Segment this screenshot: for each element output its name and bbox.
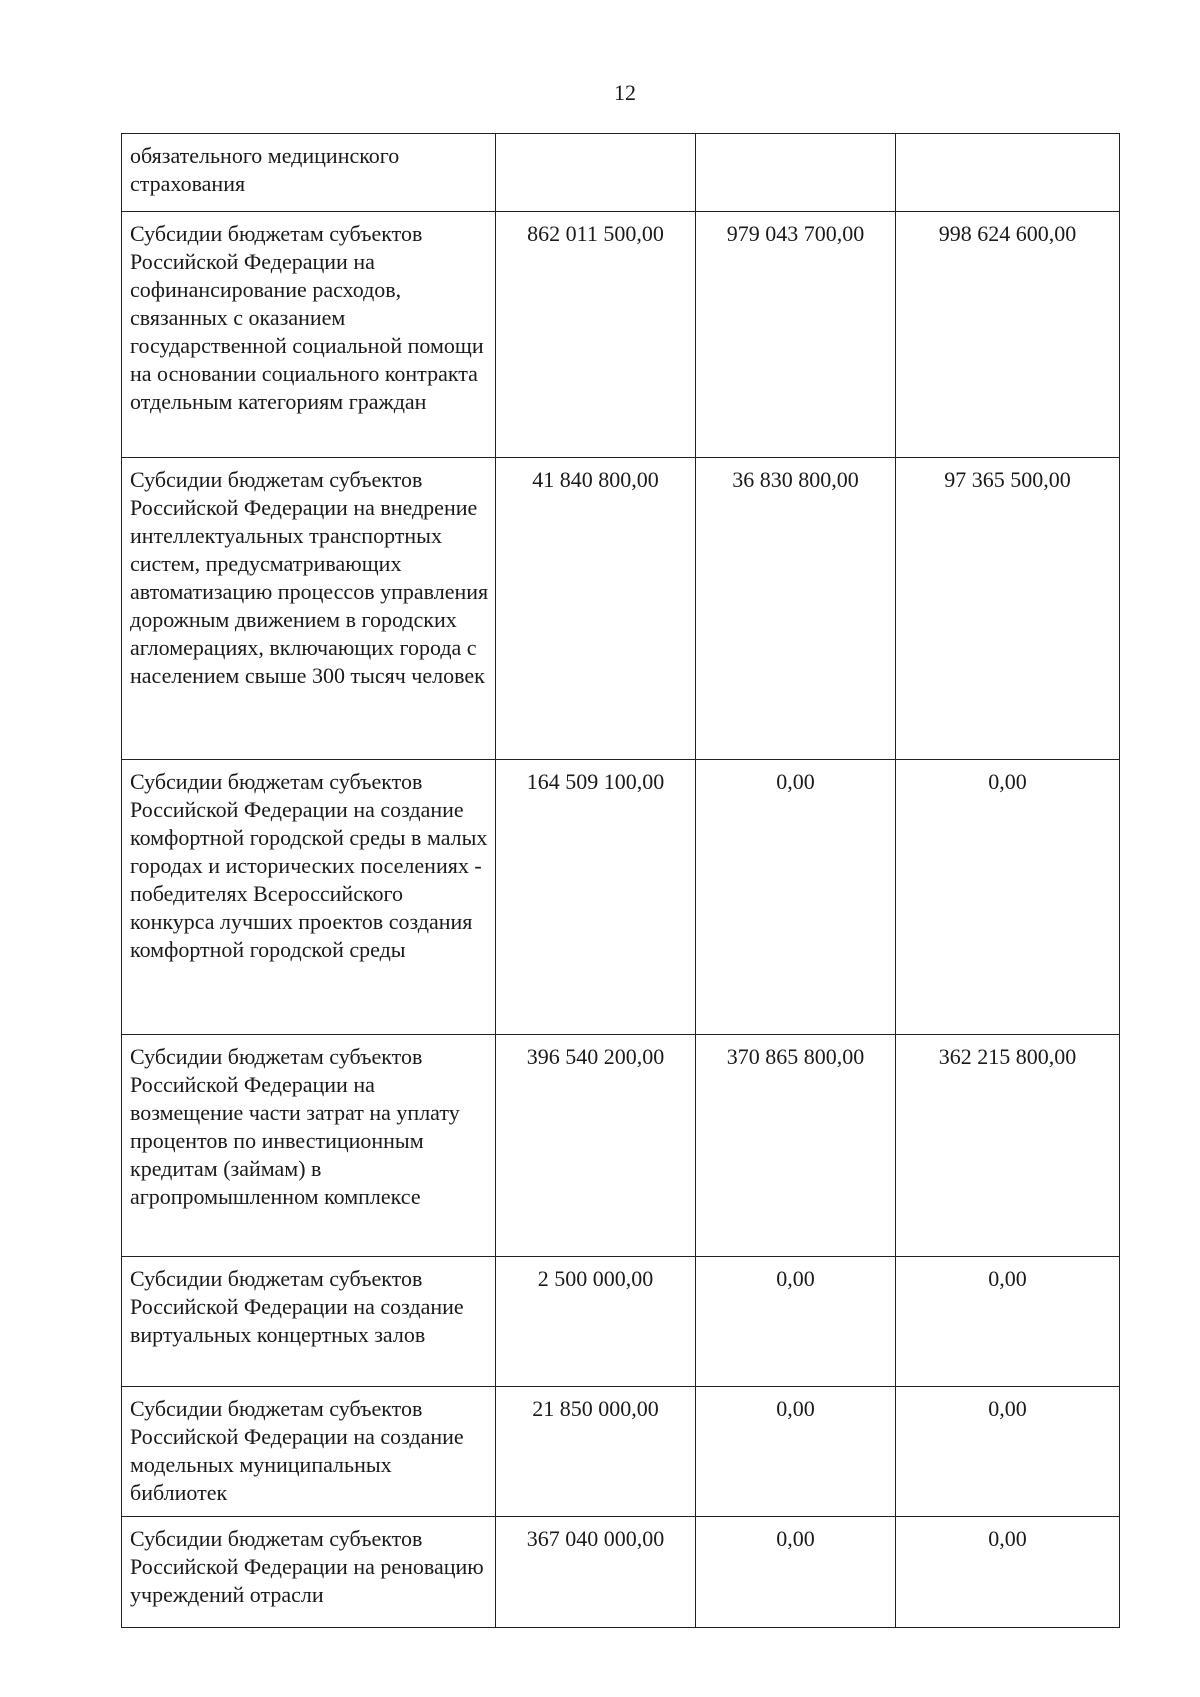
value-year-3: 97 365 500,00 bbox=[896, 458, 1120, 760]
value-year-1: 862 011 500,00 bbox=[496, 212, 696, 458]
value-year-1: 164 509 100,00 bbox=[496, 760, 696, 1035]
value-year-2: 979 043 700,00 bbox=[696, 212, 896, 458]
table-row bbox=[122, 458, 1120, 760]
table-row bbox=[122, 212, 1120, 458]
value-year-2: 370 865 800,00 bbox=[696, 1035, 896, 1257]
row-description: Субсидии бюджетам субъектов Российской Федерации на реновацию учреждений отрасли bbox=[122, 1517, 496, 1628]
value-year-1: 2 500 000,00 bbox=[496, 1257, 696, 1387]
value-year-3: 998 624 600,00 bbox=[896, 212, 1120, 458]
value-year-1: 396 540 200,00 bbox=[496, 1035, 696, 1257]
table-row bbox=[122, 1387, 1120, 1517]
value-year-3: 0,00 bbox=[896, 1517, 1120, 1628]
table-row bbox=[122, 1035, 1120, 1257]
table-row bbox=[122, 760, 1120, 1035]
value-year-2: 0,00 bbox=[696, 760, 896, 1035]
value-year-3: 0,00 bbox=[896, 1387, 1120, 1517]
value-year-1 bbox=[496, 134, 696, 212]
value-year-2: 0,00 bbox=[696, 1257, 896, 1387]
table-row bbox=[122, 1517, 1120, 1628]
value-year-2 bbox=[696, 134, 896, 212]
value-year-2: 36 830 800,00 bbox=[696, 458, 896, 760]
value-year-3: 362 215 800,00 bbox=[896, 1035, 1120, 1257]
value-year-1: 21 850 000,00 bbox=[496, 1387, 696, 1517]
table-row bbox=[122, 1257, 1120, 1387]
row-description: Субсидии бюджетам субъектов Российской Федерации на внедрение интеллектуальных транспортных систем, предусматривающих автоматизацию процессов управления дорожным движением в городских агломерациях, включающих города с населением свыше 300 тысяч человек bbox=[122, 458, 496, 760]
value-year-3: 0,00 bbox=[896, 1257, 1120, 1387]
row-description: Субсидии бюджетам субъектов Российской Федерации на софинансирование расходов, связанных с оказанием государственной социальной помощи на основании социального контракта отдельным категориям граждан bbox=[122, 212, 496, 458]
row-description: обязательного медицинского страхования bbox=[122, 134, 496, 212]
value-year-2: 0,00 bbox=[696, 1387, 896, 1517]
table-row bbox=[122, 134, 1120, 212]
row-description: Субсидии бюджетам субъектов Российской Федерации на создание модельных муниципальных библиотек bbox=[122, 1387, 496, 1517]
value-year-3: 0,00 bbox=[896, 760, 1120, 1035]
page-number: 12 bbox=[614, 80, 636, 105]
budget-table bbox=[121, 133, 1120, 1628]
row-description: Субсидии бюджетам субъектов Российской Федерации на создание комфортной городской среды в малых городах и исторических поселениях - победителях Всероссийского конкурса лучших проектов создания комфортной городской среды bbox=[122, 760, 496, 1035]
value-year-3 bbox=[896, 134, 1120, 212]
value-year-2: 0,00 bbox=[696, 1517, 896, 1628]
value-year-1: 41 840 800,00 bbox=[496, 458, 696, 760]
row-description: Субсидии бюджетам субъектов Российской Федерации на возмещение части затрат на уплату процентов по инвестиционным кредитам (займам) в агропромышленном комплексе bbox=[122, 1035, 496, 1257]
row-description: Субсидии бюджетам субъектов Российской Федерации на создание виртуальных концертных залов bbox=[122, 1257, 496, 1387]
value-year-1: 367 040 000,00 bbox=[496, 1517, 696, 1628]
